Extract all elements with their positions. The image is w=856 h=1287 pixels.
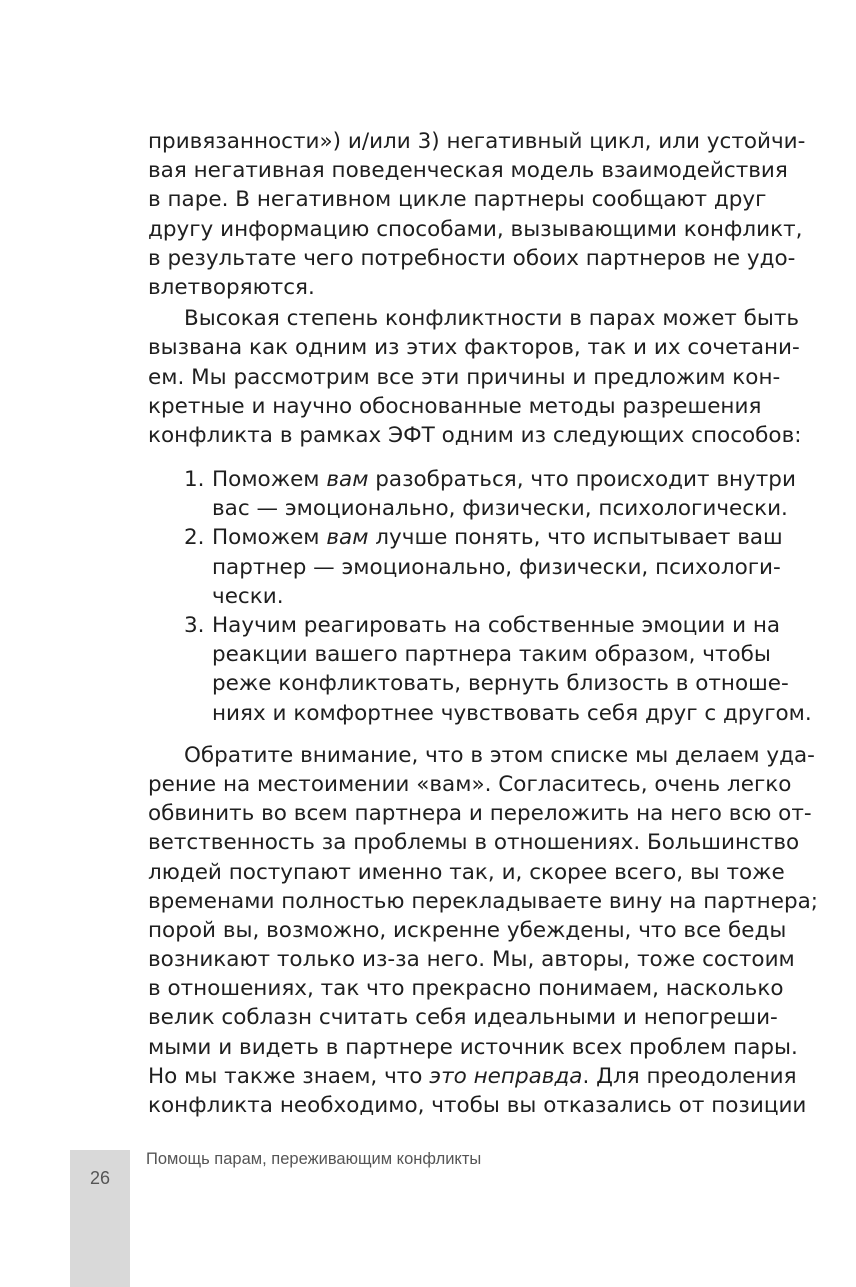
- page-number: 26: [89, 1168, 111, 1188]
- text-line: рение на местоимении «вам». Согласитесь, очень легко: [148, 771, 792, 797]
- text-line: вызвана как одним из этих факторов, так и их сочетани-: [148, 335, 800, 361]
- text-line: реже конфликтовать, вернуть близость в отноше-: [212, 671, 789, 697]
- numbered-list: [148, 465, 812, 728]
- list-item: [148, 465, 796, 523]
- text-line: ниях и комфортнее чувствовать себя друг с другом.: [212, 700, 812, 726]
- text-line: партнер — эмоционально, физически, психологи-: [212, 554, 781, 580]
- text-line: в паре. В негативном цикле партнеры сообщают друг: [148, 187, 767, 213]
- list-item-number: 2.: [184, 525, 205, 551]
- list-item: [148, 611, 812, 728]
- text-line: реакции вашего партнера таким образом, чтобы: [212, 642, 771, 668]
- text-line: кретные и научно обоснованные методы разрешения: [148, 393, 762, 419]
- paragraph-1: [148, 127, 806, 302]
- paragraph-2: [148, 304, 802, 450]
- text-line: Высокая степень конфликтности в парах может быть: [184, 306, 800, 332]
- paragraph-3: [148, 741, 819, 1120]
- emphasis: вам: [326, 467, 369, 493]
- text-line: Обратите внимание, что в этом списке мы делаем уда-: [184, 742, 815, 768]
- running-title: Помощь парам, переживающим конфликты: [146, 1150, 482, 1168]
- text-line: мыми и видеть в партнере источник всех проблем пары.: [148, 1034, 798, 1060]
- page-body: [148, 127, 819, 1120]
- text-line: Поможем вам разобраться, что происходит внутри: [212, 467, 796, 493]
- text-line: возникают только из-за него. Мы, авторы, тоже состоим: [148, 947, 795, 973]
- text-line: людей поступают именно так, и, скорее всего, вы тоже: [148, 859, 785, 885]
- text-line: велик соблазн считать себя идеальными и непогреши-: [148, 1005, 778, 1031]
- emphasis: это неправда: [429, 1063, 583, 1089]
- list-item: [148, 523, 783, 611]
- text-line: порой вы, возможно, искренне убеждены, что все беды: [148, 917, 787, 943]
- text-line: привязанности») и/или 3) негативный цикл, или устойчи-: [148, 129, 806, 154]
- text-line: чески.: [212, 583, 284, 609]
- list-item-number: 3.: [184, 613, 205, 638]
- text-line: Научим реагировать на собственные эмоции и на: [212, 613, 781, 638]
- text-line: Но мы также знаем, что это неправда. Для преодоления: [148, 1063, 797, 1089]
- text-line: временами полностью перекладываете вину на партнера;: [148, 888, 819, 914]
- text-line: Поможем вам лучше понять, что испытывает ваш: [212, 525, 783, 551]
- text-line: ветственность за проблемы в отношениях. Большинство: [148, 830, 800, 856]
- text-line: вая негативная поведенческая модель взаимодействия: [148, 158, 788, 184]
- list-item-number: 1.: [184, 467, 205, 493]
- text-line: в отношениях, так что прекрасно понимаем, насколько: [148, 976, 784, 1002]
- text-line: обвинить во всем партнера и переложить на него всю от-: [148, 801, 812, 827]
- text-line: конфликта необходимо, чтобы вы отказались от позиции: [148, 1093, 807, 1118]
- text-line: в результате чего потребности обоих партнеров не удо-: [148, 245, 796, 271]
- text-line: вас — эмоционально, физически, психологически.: [212, 496, 788, 522]
- text-line: конфликта в рамках ЭФТ одним из следующих способов:: [148, 422, 802, 448]
- text-line: ем. Мы рассмотрим все эти причины и предложим кон-: [148, 364, 781, 390]
- emphasis: вам: [326, 525, 369, 551]
- text-line: другу информацию способами, вызывающими конфликт,: [148, 216, 803, 242]
- text-line: влетворяются.: [148, 274, 315, 300]
